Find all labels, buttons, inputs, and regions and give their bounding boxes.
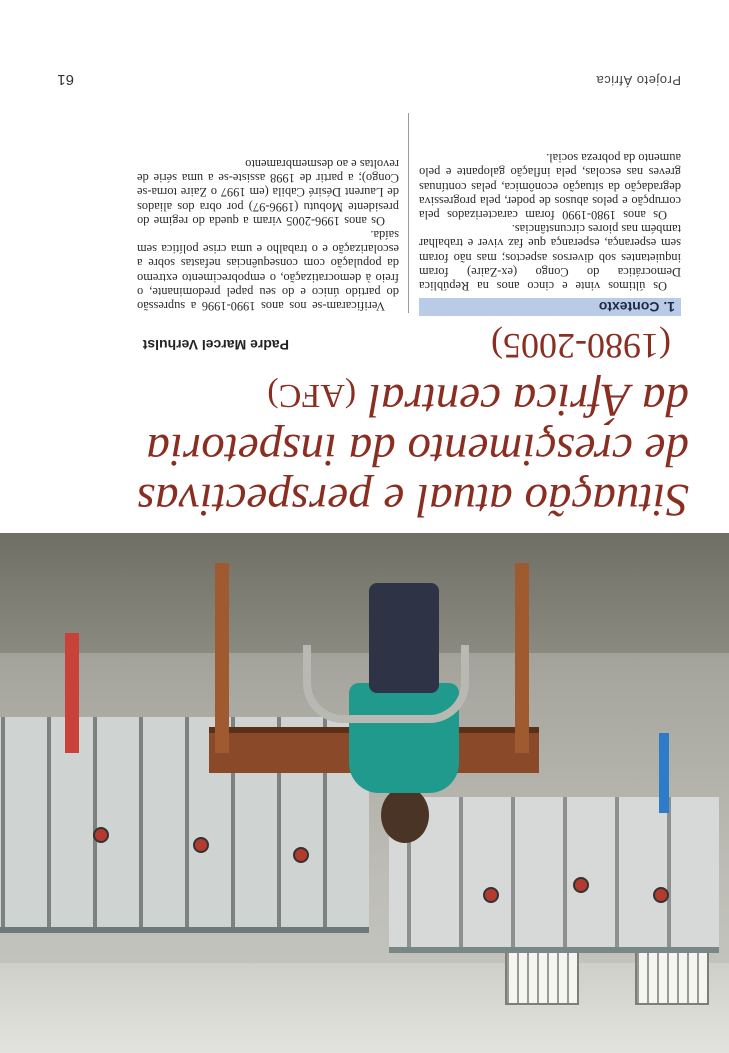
photo-ceiling <box>0 963 729 1053</box>
photo-panel-dial <box>93 827 109 843</box>
paragraph: Os anos 1996-2005 viram a queda do regime do presidente Mobutu (1996-97) por obra dos aliados de Laurent Désiré Cabila (em 1997 o Zaire torna-se Congo); a partir de 1998 assiste-se a uma série de revoltas e ao desmembramento <box>137 156 399 228</box>
title-afc: (AFC) <box>267 377 357 414</box>
paragraph: Os anos 1980-1990 foram caracterizados pela corrupção e pelos abusos de poder, pela progressiva degradação da situação econômica, pelas contínuas greves nas escolas, pela inflação galopante e pelo aumento da pobreza social. <box>419 151 681 222</box>
paragraph: Os últimos vinte e cinco anos na República Democrática do Congo (ex-Zaire) foram inquietantes sob diversos aspectos; mas não foram sem esperança, esperança que faz viver e trabalhar também nas piores circunstâncias. <box>419 222 681 293</box>
title-line-1: Situação atual e perspectivas <box>136 474 689 526</box>
photo-chair <box>303 645 469 723</box>
photo-panel-dial <box>653 887 669 903</box>
photo-panel-dial <box>193 837 209 853</box>
photo-bench-leg <box>215 563 229 753</box>
page-number: 61 <box>57 71 74 88</box>
article-title <box>109 370 689 525</box>
photo-panel-dial <box>483 887 499 903</box>
photo-red-post <box>65 633 79 753</box>
photo-bench-leg <box>515 563 529 753</box>
author-name: Padre Marcel Verhulst <box>142 337 289 353</box>
photo-panel-dial <box>293 847 309 863</box>
photo-floor <box>0 533 729 653</box>
photo-student-head <box>381 787 429 843</box>
title-line-2: de cresçimento da inspetoria <box>146 424 689 476</box>
text-column-left <box>419 151 681 293</box>
paragraph: Verificaram-se nos anos 1990-1996 a supressão do partido único e do seu papel predominante, o freio à democratização, o empobrecimento extremo da população com consequências nefastas sobre a escolarização e o trabalho e uma crise política sem saída. <box>137 227 399 313</box>
photo-blue-post <box>659 733 669 813</box>
title-years: (1980-2005) <box>491 326 671 366</box>
photo-panel-dial <box>573 877 589 893</box>
section-heading: 1. Contexto <box>419 298 681 316</box>
text-column-right <box>137 157 399 313</box>
publication-name: Projeto África <box>595 73 681 88</box>
column-divider <box>408 113 409 313</box>
workshop-photo <box>0 533 729 1053</box>
title-line-3-main: da África central <box>367 374 689 426</box>
title-line-3 <box>109 370 689 425</box>
